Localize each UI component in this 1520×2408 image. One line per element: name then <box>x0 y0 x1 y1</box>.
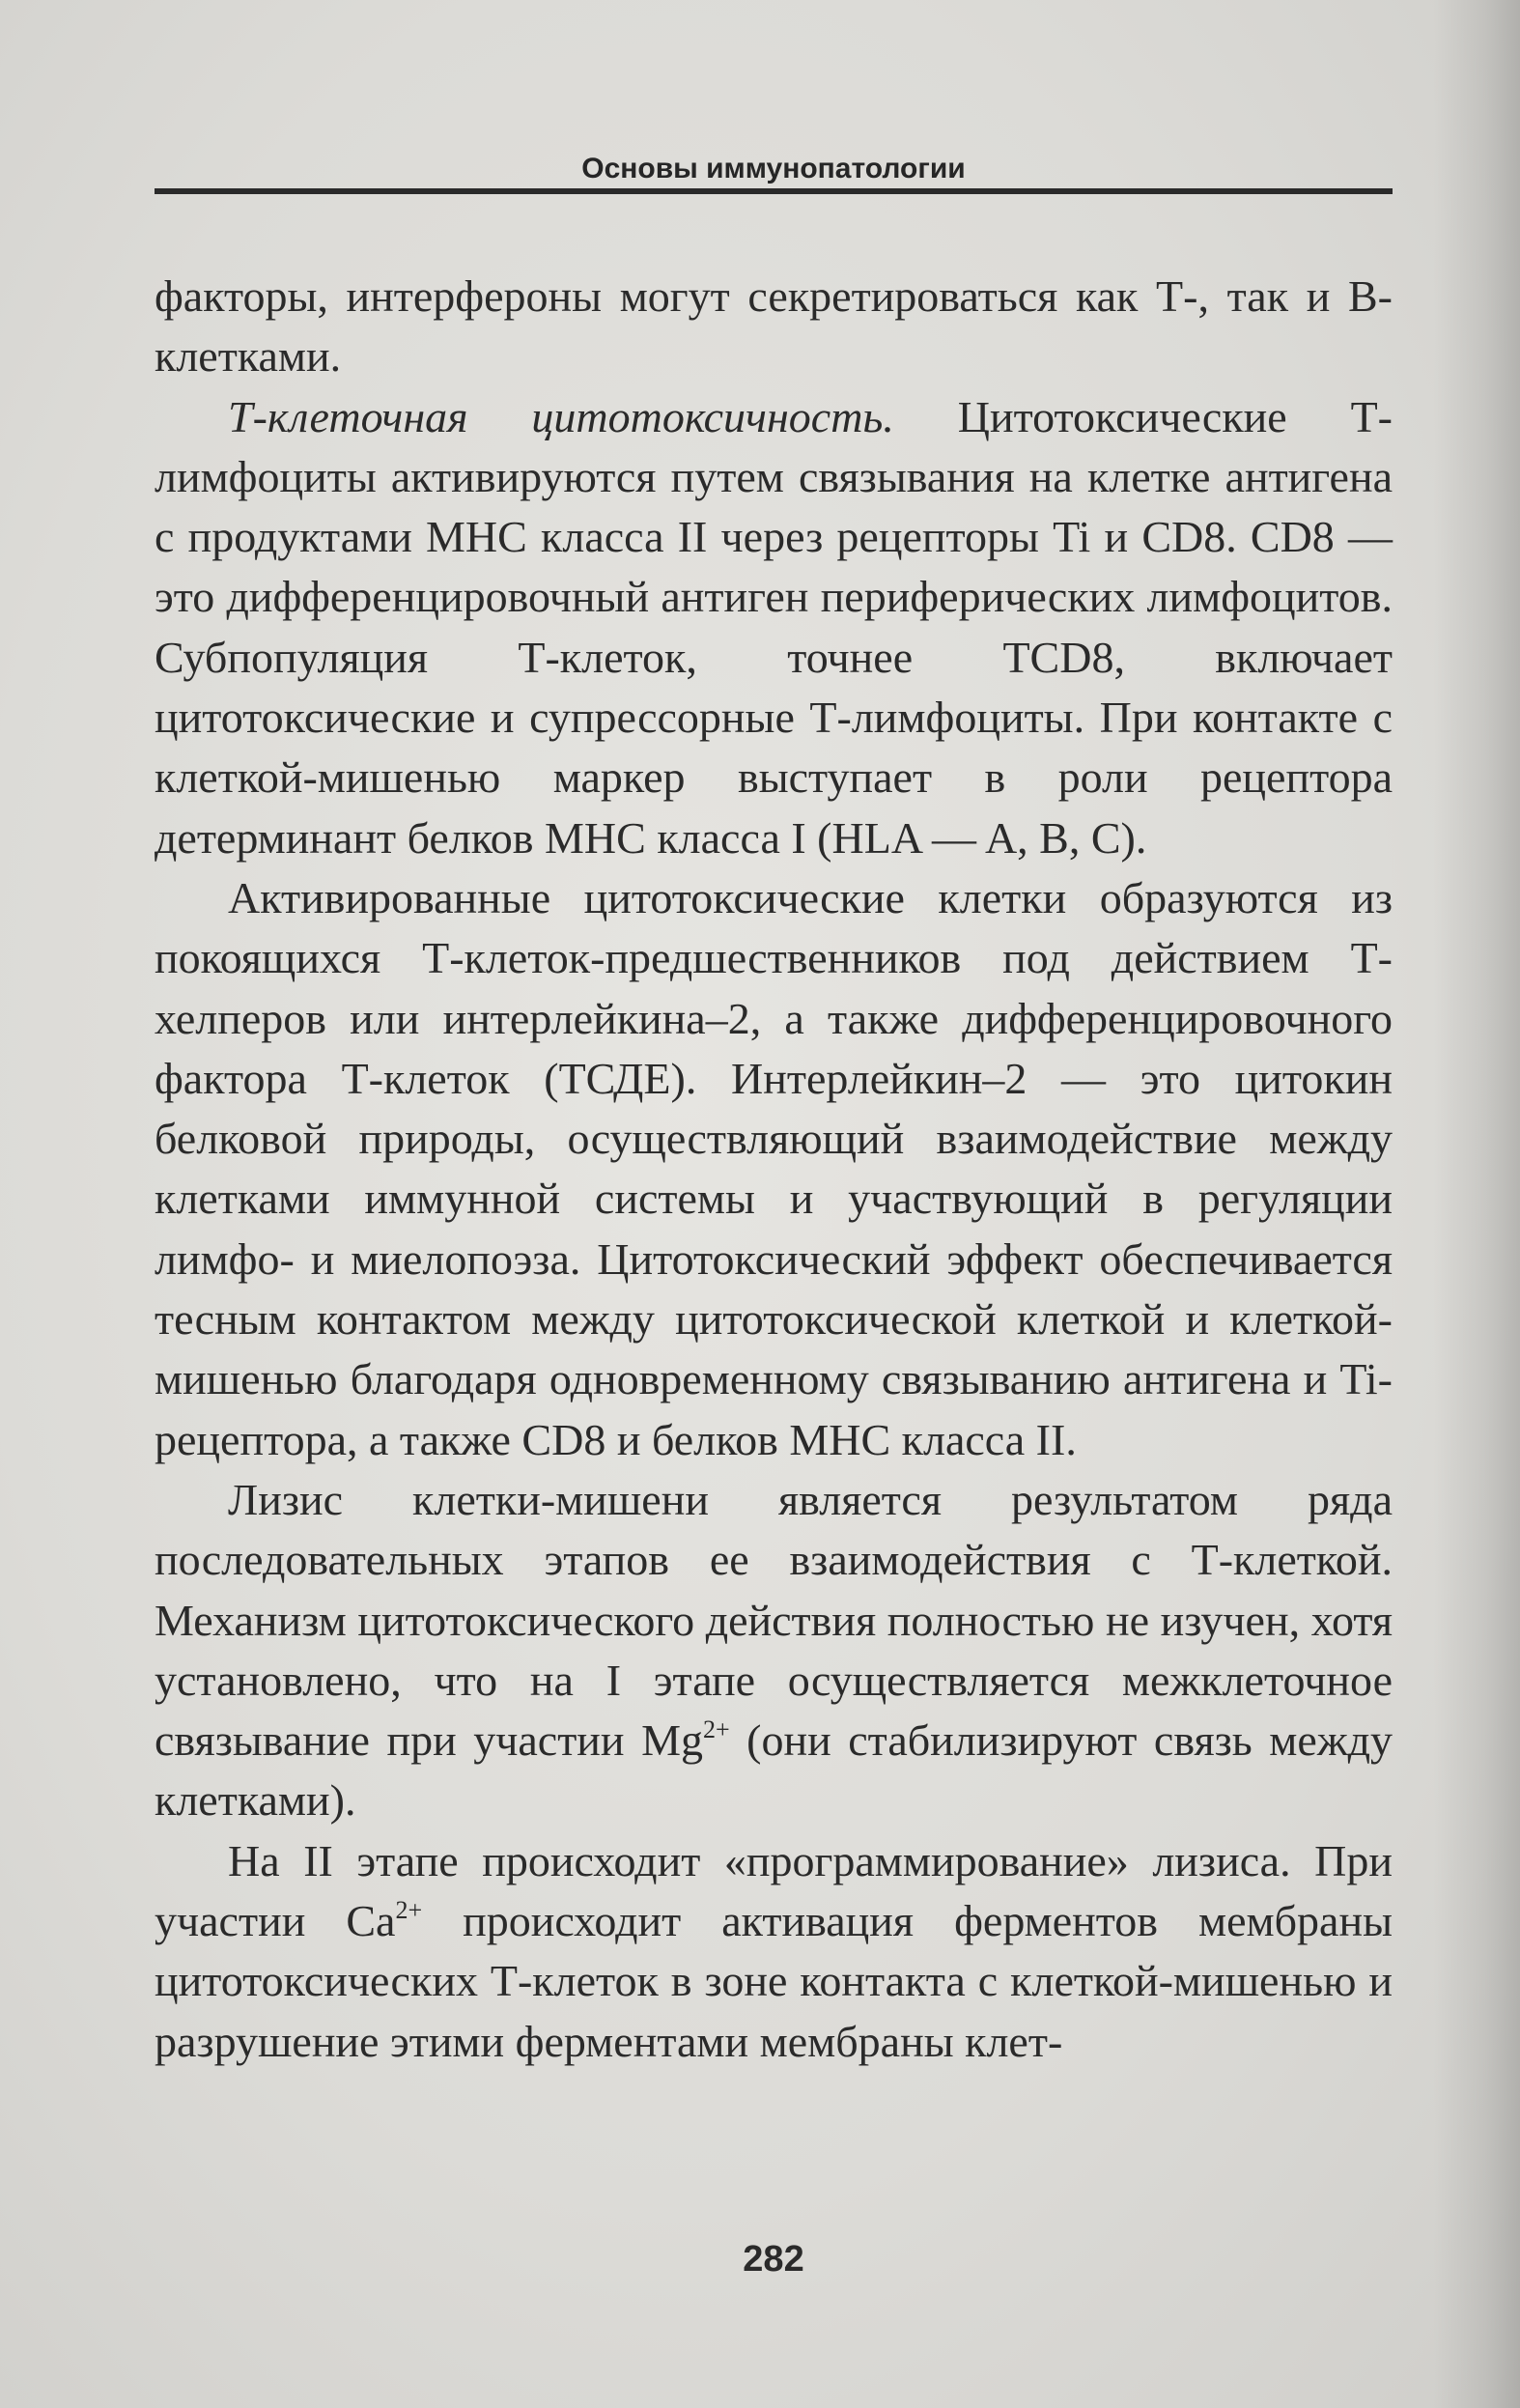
paragraph-2 <box>155 387 1393 868</box>
paragraph-4-text-after: (они стабилизируют связь между клетками). <box>155 1715 1393 1826</box>
paragraph-2-lead: Т-клеточная цитотоксичность. <box>228 391 894 441</box>
paragraph-4-superscript: 2+ <box>702 1714 730 1743</box>
paragraph-4-text-before: Лизис клетки-мишени является результатом ряда последовательных этапов ее взаимодействия с Т-клеткой. Механизм цитотоксического действия полностью не изучен, хотя установлено, что на I этапе осуществляется межклеточное связывание при участии Mg <box>155 1474 1393 1766</box>
paragraph-5-text-after: происходит активация ферментов мембраны цитотоксических Т-клеток в зоне контакта с клеткой-мишенью и разрушение этими ферментами мембраны клет- <box>155 1896 1393 2066</box>
paragraph-5 <box>155 1831 1393 2072</box>
paragraph-3-text: Активированные цитотоксические клетки образуются из покоящихся Т-клеток-предшественников под действием Т-хелперов или интерлейкина–2, а также дифференцировочного фактора Т-клеток (ТСДЕ). Интерлейкин–2 — это цитокин белковой природы, осуществляющий взаимодействие между клетками иммунной системы и участвующий в регуляции лимфо- и миелопоэза. Цитотоксический эффект обеспечивается тесным контактом между цитотоксической клеткой и клеткой-мишенью благодаря одновременному связыванию антигена и Ti-рецептора, а также CD8 и белков МНС класса II. <box>155 872 1393 1464</box>
paragraph-2-text: Цитотоксические Т-лимфоциты активируются путем связывания на клетке антигена с продуктами МНС класса II через рецепторы Ti и CD8. CD8 — это дифференцировочный антиген периферических лимфоцитов. Субпопуляция Т-клеток, точнее TCD8, включает цитотоксические и супрессорные Т-лимфоциты. При контакте с клеткой-мишенью маркер выступает в роли рецептора детерминант белков МНС класса I (HLA — A, B, C). <box>155 391 1393 863</box>
running-title: Основы иммунопатологии <box>581 153 966 184</box>
paragraph-5-text-before: На II этапе происходит «программирование» лизиса. При участии Ca <box>155 1835 1393 1946</box>
paragraph-1 <box>155 267 1393 387</box>
paragraph-3 <box>155 868 1393 1470</box>
paragraph-5-superscript: 2+ <box>395 1895 423 1924</box>
header-rule <box>155 188 1393 194</box>
paragraph-1-text: факторы, интерфероны могут секретироваться как Т-, так и В-клетками. <box>155 271 1393 382</box>
body-text <box>155 267 1393 2072</box>
paragraph-4 <box>155 1470 1393 1831</box>
page-edge-shadow <box>1433 0 1520 2408</box>
page-number: 282 <box>743 2239 804 2280</box>
